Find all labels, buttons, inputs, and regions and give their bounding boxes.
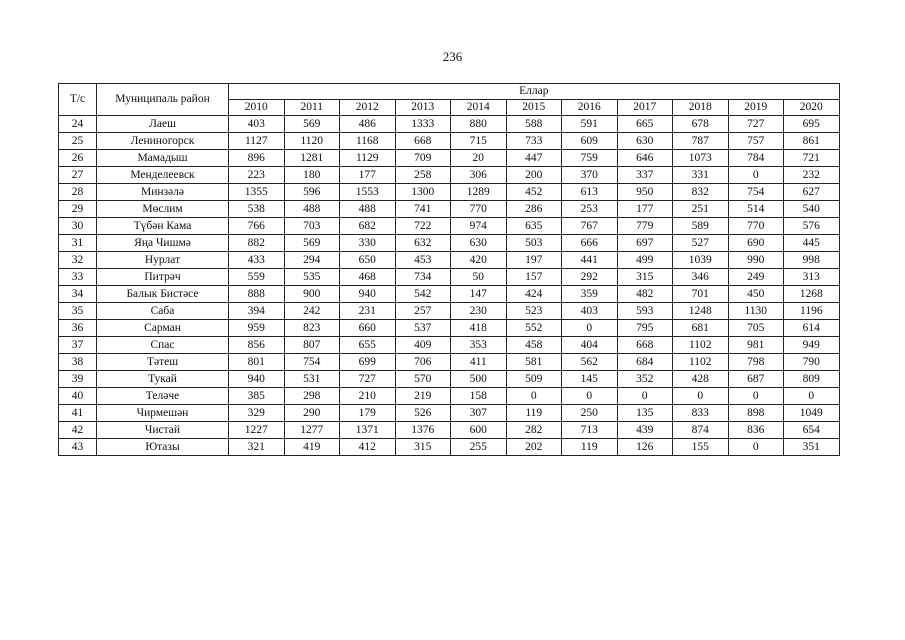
district-name: Балык Бистәсе bbox=[97, 286, 229, 303]
table-row bbox=[59, 167, 840, 184]
table-cell: 1289 bbox=[451, 184, 507, 201]
table-cell: 593 bbox=[617, 303, 673, 320]
table-cell: 795 bbox=[617, 320, 673, 337]
table-cell: 411 bbox=[451, 354, 507, 371]
table-cell: 552 bbox=[506, 320, 562, 337]
district-name: Минзәлә bbox=[97, 184, 229, 201]
table-cell: 880 bbox=[451, 116, 507, 133]
table-cell: 158 bbox=[451, 388, 507, 405]
table-row bbox=[59, 303, 840, 320]
table-cell: 219 bbox=[395, 388, 451, 405]
table-cell: 609 bbox=[562, 133, 618, 150]
table-cell: 200 bbox=[506, 167, 562, 184]
row-number: 36 bbox=[59, 320, 97, 337]
table-cell: 896 bbox=[229, 150, 285, 167]
table-cell: 0 bbox=[728, 167, 784, 184]
district-name: Мөслим bbox=[97, 201, 229, 218]
table-cell: 488 bbox=[284, 201, 340, 218]
table-cell: 950 bbox=[617, 184, 673, 201]
table-cell: 665 bbox=[617, 116, 673, 133]
table-row bbox=[59, 116, 840, 133]
table-cell: 650 bbox=[340, 252, 396, 269]
district-name: Тукай bbox=[97, 371, 229, 388]
table-cell: 1168 bbox=[340, 133, 396, 150]
table-cell: 1130 bbox=[728, 303, 784, 320]
table-cell: 231 bbox=[340, 303, 396, 320]
table-cell: 179 bbox=[340, 405, 396, 422]
row-number: 24 bbox=[59, 116, 97, 133]
table-row bbox=[59, 354, 840, 371]
table-cell: 331 bbox=[673, 167, 729, 184]
table-cell: 447 bbox=[506, 150, 562, 167]
table-cell: 1049 bbox=[784, 405, 840, 422]
table-cell: 223 bbox=[229, 167, 285, 184]
table-cell: 282 bbox=[506, 422, 562, 439]
table-cell: 385 bbox=[229, 388, 285, 405]
table-cell: 482 bbox=[617, 286, 673, 303]
col-header-year: 2018 bbox=[673, 100, 729, 116]
table-row bbox=[59, 201, 840, 218]
col-header-years-group: Еллар bbox=[229, 84, 840, 100]
table-cell: 614 bbox=[784, 320, 840, 337]
district-name: Теләче bbox=[97, 388, 229, 405]
table-cell: 486 bbox=[340, 116, 396, 133]
table-cell: 329 bbox=[229, 405, 285, 422]
table-cell: 177 bbox=[340, 167, 396, 184]
table-cell: 509 bbox=[506, 371, 562, 388]
table-cell: 540 bbox=[784, 201, 840, 218]
col-header-year: 2014 bbox=[451, 100, 507, 116]
table-cell: 981 bbox=[728, 337, 784, 354]
table-cell: 202 bbox=[506, 439, 562, 456]
table-cell: 286 bbox=[506, 201, 562, 218]
table-cell: 627 bbox=[784, 184, 840, 201]
table-cell: 900 bbox=[284, 286, 340, 303]
table-cell: 1227 bbox=[229, 422, 285, 439]
col-header-year: 2020 bbox=[784, 100, 840, 116]
table-cell: 861 bbox=[784, 133, 840, 150]
table-cell: 596 bbox=[284, 184, 340, 201]
table-cell: 526 bbox=[395, 405, 451, 422]
table-cell: 0 bbox=[728, 388, 784, 405]
table-cell: 757 bbox=[728, 133, 784, 150]
table-cell: 1102 bbox=[673, 354, 729, 371]
row-number: 34 bbox=[59, 286, 97, 303]
col-header-year: 2012 bbox=[340, 100, 396, 116]
table-cell: 727 bbox=[340, 371, 396, 388]
table-cell: 412 bbox=[340, 439, 396, 456]
table-cell: 1268 bbox=[784, 286, 840, 303]
table-cell: 581 bbox=[506, 354, 562, 371]
district-name: Питрәч bbox=[97, 269, 229, 286]
table-cell: 306 bbox=[451, 167, 507, 184]
table-cell: 542 bbox=[395, 286, 451, 303]
table-cell: 576 bbox=[784, 218, 840, 235]
table-cell: 441 bbox=[562, 252, 618, 269]
col-header-number: Т/с bbox=[59, 84, 97, 116]
table-cell: 1073 bbox=[673, 150, 729, 167]
table-cell: 0 bbox=[562, 320, 618, 337]
table-cell: 424 bbox=[506, 286, 562, 303]
table-cell: 0 bbox=[617, 388, 673, 405]
table-cell: 500 bbox=[451, 371, 507, 388]
row-number: 30 bbox=[59, 218, 97, 235]
table-cell: 499 bbox=[617, 252, 673, 269]
table-cell: 177 bbox=[617, 201, 673, 218]
col-header-year: 2015 bbox=[506, 100, 562, 116]
district-name: Ютазы bbox=[97, 439, 229, 456]
table-cell: 646 bbox=[617, 150, 673, 167]
table-cell: 807 bbox=[284, 337, 340, 354]
table-row bbox=[59, 439, 840, 456]
col-header-year: 2016 bbox=[562, 100, 618, 116]
table-cell: 294 bbox=[284, 252, 340, 269]
table-cell: 250 bbox=[562, 405, 618, 422]
table-row bbox=[59, 150, 840, 167]
table-cell: 0 bbox=[562, 388, 618, 405]
row-number: 26 bbox=[59, 150, 97, 167]
col-header-year: 2010 bbox=[229, 100, 285, 116]
district-name: Саба bbox=[97, 303, 229, 320]
table-cell: 940 bbox=[340, 286, 396, 303]
table-cell: 242 bbox=[284, 303, 340, 320]
table-row bbox=[59, 269, 840, 286]
table-row bbox=[59, 405, 840, 422]
table-cell: 754 bbox=[728, 184, 784, 201]
table-cell: 570 bbox=[395, 371, 451, 388]
table-cell: 959 bbox=[229, 320, 285, 337]
table-cell: 715 bbox=[451, 133, 507, 150]
table-cell: 403 bbox=[562, 303, 618, 320]
table-cell: 403 bbox=[229, 116, 285, 133]
table-row bbox=[59, 388, 840, 405]
table-cell: 255 bbox=[451, 439, 507, 456]
table-cell: 697 bbox=[617, 235, 673, 252]
district-name: Менделеевск bbox=[97, 167, 229, 184]
table-cell: 668 bbox=[395, 133, 451, 150]
table-row bbox=[59, 320, 840, 337]
table-cell: 419 bbox=[284, 439, 340, 456]
col-header-year: 2013 bbox=[395, 100, 451, 116]
table-cell: 632 bbox=[395, 235, 451, 252]
table-cell: 503 bbox=[506, 235, 562, 252]
table-cell: 1281 bbox=[284, 150, 340, 167]
table-cell: 630 bbox=[617, 133, 673, 150]
table-cell: 537 bbox=[395, 320, 451, 337]
table-cell: 823 bbox=[284, 320, 340, 337]
table-cell: 1102 bbox=[673, 337, 729, 354]
table-cell: 1300 bbox=[395, 184, 451, 201]
table-row bbox=[59, 252, 840, 269]
table-cell: 562 bbox=[562, 354, 618, 371]
table-cell: 298 bbox=[284, 388, 340, 405]
table-cell: 359 bbox=[562, 286, 618, 303]
table-cell: 779 bbox=[617, 218, 673, 235]
row-number: 27 bbox=[59, 167, 97, 184]
table-cell: 569 bbox=[284, 235, 340, 252]
table-cell: 600 bbox=[451, 422, 507, 439]
table-row bbox=[59, 184, 840, 201]
district-name: Нурлат bbox=[97, 252, 229, 269]
district-name: Чирмешән bbox=[97, 405, 229, 422]
table-cell: 251 bbox=[673, 201, 729, 218]
table-cell: 0 bbox=[506, 388, 562, 405]
table-cell: 450 bbox=[728, 286, 784, 303]
table-cell: 1355 bbox=[229, 184, 285, 201]
table-cell: 351 bbox=[784, 439, 840, 456]
table-cell: 0 bbox=[728, 439, 784, 456]
table-row bbox=[59, 286, 840, 303]
table-cell: 974 bbox=[451, 218, 507, 235]
table-cell: 1039 bbox=[673, 252, 729, 269]
table-cell: 713 bbox=[562, 422, 618, 439]
table-cell: 727 bbox=[728, 116, 784, 133]
table-row bbox=[59, 422, 840, 439]
table-cell: 733 bbox=[506, 133, 562, 150]
table-cell: 257 bbox=[395, 303, 451, 320]
table-row bbox=[59, 218, 840, 235]
table-cell: 315 bbox=[395, 439, 451, 456]
table-cell: 292 bbox=[562, 269, 618, 286]
table-cell: 1127 bbox=[229, 133, 285, 150]
table-cell: 654 bbox=[784, 422, 840, 439]
row-number: 38 bbox=[59, 354, 97, 371]
table-cell: 940 bbox=[229, 371, 285, 388]
table-cell: 882 bbox=[229, 235, 285, 252]
table-cell: 630 bbox=[451, 235, 507, 252]
col-header-year: 2019 bbox=[728, 100, 784, 116]
row-number: 41 bbox=[59, 405, 97, 422]
table-cell: 418 bbox=[451, 320, 507, 337]
table-cell: 787 bbox=[673, 133, 729, 150]
row-number: 37 bbox=[59, 337, 97, 354]
table-cell: 949 bbox=[784, 337, 840, 354]
table-cell: 445 bbox=[784, 235, 840, 252]
table-cell: 684 bbox=[617, 354, 673, 371]
table-cell: 0 bbox=[784, 388, 840, 405]
district-name: Лениногорск bbox=[97, 133, 229, 150]
table-cell: 690 bbox=[728, 235, 784, 252]
table-cell: 706 bbox=[395, 354, 451, 371]
col-header-year: 2017 bbox=[617, 100, 673, 116]
table-cell: 998 bbox=[784, 252, 840, 269]
table-cell: 655 bbox=[340, 337, 396, 354]
table-cell: 798 bbox=[728, 354, 784, 371]
table-cell: 801 bbox=[229, 354, 285, 371]
col-header-year: 2011 bbox=[284, 100, 340, 116]
table-cell: 888 bbox=[229, 286, 285, 303]
table-cell: 321 bbox=[229, 439, 285, 456]
table-cell: 591 bbox=[562, 116, 618, 133]
table-row bbox=[59, 337, 840, 354]
table-cell: 990 bbox=[728, 252, 784, 269]
table-cell: 898 bbox=[728, 405, 784, 422]
district-name: Түбән Кама bbox=[97, 218, 229, 235]
table-cell: 569 bbox=[284, 116, 340, 133]
table-cell: 119 bbox=[506, 405, 562, 422]
table-cell: 538 bbox=[229, 201, 285, 218]
table-cell: 856 bbox=[229, 337, 285, 354]
row-number: 33 bbox=[59, 269, 97, 286]
table-cell: 458 bbox=[506, 337, 562, 354]
district-name: Мамадыш bbox=[97, 150, 229, 167]
table-cell: 290 bbox=[284, 405, 340, 422]
table-cell: 531 bbox=[284, 371, 340, 388]
table-cell: 453 bbox=[395, 252, 451, 269]
table-cell: 50 bbox=[451, 269, 507, 286]
table-cell: 428 bbox=[673, 371, 729, 388]
table-cell: 147 bbox=[451, 286, 507, 303]
table-cell: 832 bbox=[673, 184, 729, 201]
table-cell: 668 bbox=[617, 337, 673, 354]
row-number: 31 bbox=[59, 235, 97, 252]
table-cell: 157 bbox=[506, 269, 562, 286]
table-cell: 741 bbox=[395, 201, 451, 218]
table-cell: 337 bbox=[617, 167, 673, 184]
table-cell: 766 bbox=[229, 218, 285, 235]
table-cell: 695 bbox=[784, 116, 840, 133]
table-cell: 210 bbox=[340, 388, 396, 405]
table-cell: 420 bbox=[451, 252, 507, 269]
table-cell: 488 bbox=[340, 201, 396, 218]
table-cell: 253 bbox=[562, 201, 618, 218]
district-name: Яңа Чишмә bbox=[97, 235, 229, 252]
district-name: Сарман bbox=[97, 320, 229, 337]
table-cell: 874 bbox=[673, 422, 729, 439]
table-cell: 1248 bbox=[673, 303, 729, 320]
table-cell: 249 bbox=[728, 269, 784, 286]
table-row bbox=[59, 371, 840, 388]
table-cell: 1371 bbox=[340, 422, 396, 439]
table-cell: 559 bbox=[229, 269, 285, 286]
table-cell: 353 bbox=[451, 337, 507, 354]
table-cell: 315 bbox=[617, 269, 673, 286]
row-number: 29 bbox=[59, 201, 97, 218]
col-header-district: Муниципаль район bbox=[97, 84, 229, 116]
data-table bbox=[58, 83, 840, 456]
table-cell: 734 bbox=[395, 269, 451, 286]
table-cell: 759 bbox=[562, 150, 618, 167]
table-cell: 307 bbox=[451, 405, 507, 422]
table-cell: 1129 bbox=[340, 150, 396, 167]
table-cell: 232 bbox=[784, 167, 840, 184]
table-cell: 514 bbox=[728, 201, 784, 218]
table-cell: 767 bbox=[562, 218, 618, 235]
district-name: Тәтеш bbox=[97, 354, 229, 371]
table-row bbox=[59, 133, 840, 150]
row-number: 43 bbox=[59, 439, 97, 456]
table-cell: 784 bbox=[728, 150, 784, 167]
table-cell: 313 bbox=[784, 269, 840, 286]
table-cell: 678 bbox=[673, 116, 729, 133]
district-name: Лаеш bbox=[97, 116, 229, 133]
table-cell: 145 bbox=[562, 371, 618, 388]
table-cell: 180 bbox=[284, 167, 340, 184]
table-cell: 439 bbox=[617, 422, 673, 439]
table-cell: 613 bbox=[562, 184, 618, 201]
table-cell: 588 bbox=[506, 116, 562, 133]
table-cell: 527 bbox=[673, 235, 729, 252]
row-number: 28 bbox=[59, 184, 97, 201]
row-number: 42 bbox=[59, 422, 97, 439]
table-cell: 770 bbox=[451, 201, 507, 218]
table-row bbox=[59, 235, 840, 252]
table-cell: 409 bbox=[395, 337, 451, 354]
table-cell: 330 bbox=[340, 235, 396, 252]
table-cell: 666 bbox=[562, 235, 618, 252]
table-cell: 20 bbox=[451, 150, 507, 167]
row-number: 40 bbox=[59, 388, 97, 405]
table-cell: 404 bbox=[562, 337, 618, 354]
table-cell: 135 bbox=[617, 405, 673, 422]
table-cell: 1277 bbox=[284, 422, 340, 439]
table-cell: 709 bbox=[395, 150, 451, 167]
table-cell: 589 bbox=[673, 218, 729, 235]
table-cell: 1376 bbox=[395, 422, 451, 439]
table-cell: 754 bbox=[284, 354, 340, 371]
row-number: 39 bbox=[59, 371, 97, 388]
table-cell: 682 bbox=[340, 218, 396, 235]
table-cell: 701 bbox=[673, 286, 729, 303]
table-cell: 452 bbox=[506, 184, 562, 201]
district-name: Спас bbox=[97, 337, 229, 354]
table-cell: 635 bbox=[506, 218, 562, 235]
table-cell: 1333 bbox=[395, 116, 451, 133]
table-cell: 0 bbox=[673, 388, 729, 405]
table-cell: 809 bbox=[784, 371, 840, 388]
table-cell: 705 bbox=[728, 320, 784, 337]
row-number: 35 bbox=[59, 303, 97, 320]
table-cell: 722 bbox=[395, 218, 451, 235]
table-cell: 770 bbox=[728, 218, 784, 235]
table-cell: 833 bbox=[673, 405, 729, 422]
row-number: 32 bbox=[59, 252, 97, 269]
table-cell: 155 bbox=[673, 439, 729, 456]
table-cell: 681 bbox=[673, 320, 729, 337]
table-cell: 126 bbox=[617, 439, 673, 456]
district-name: Чистай bbox=[97, 422, 229, 439]
table-cell: 352 bbox=[617, 371, 673, 388]
table-cell: 433 bbox=[229, 252, 285, 269]
table-cell: 197 bbox=[506, 252, 562, 269]
table-cell: 703 bbox=[284, 218, 340, 235]
table-cell: 370 bbox=[562, 167, 618, 184]
table-cell: 699 bbox=[340, 354, 396, 371]
page-number: 236 bbox=[442, 49, 463, 64]
table-cell: 394 bbox=[229, 303, 285, 320]
table-cell: 535 bbox=[284, 269, 340, 286]
table-cell: 1196 bbox=[784, 303, 840, 320]
table-cell: 687 bbox=[728, 371, 784, 388]
table-cell: 230 bbox=[451, 303, 507, 320]
table-cell: 836 bbox=[728, 422, 784, 439]
table-cell: 523 bbox=[506, 303, 562, 320]
table-cell: 1553 bbox=[340, 184, 396, 201]
table-cell: 346 bbox=[673, 269, 729, 286]
table-cell: 119 bbox=[562, 439, 618, 456]
table-cell: 1120 bbox=[284, 133, 340, 150]
table-cell: 721 bbox=[784, 150, 840, 167]
table-cell: 790 bbox=[784, 354, 840, 371]
table-cell: 468 bbox=[340, 269, 396, 286]
row-number: 25 bbox=[59, 133, 97, 150]
table-cell: 258 bbox=[395, 167, 451, 184]
table-cell: 660 bbox=[340, 320, 396, 337]
